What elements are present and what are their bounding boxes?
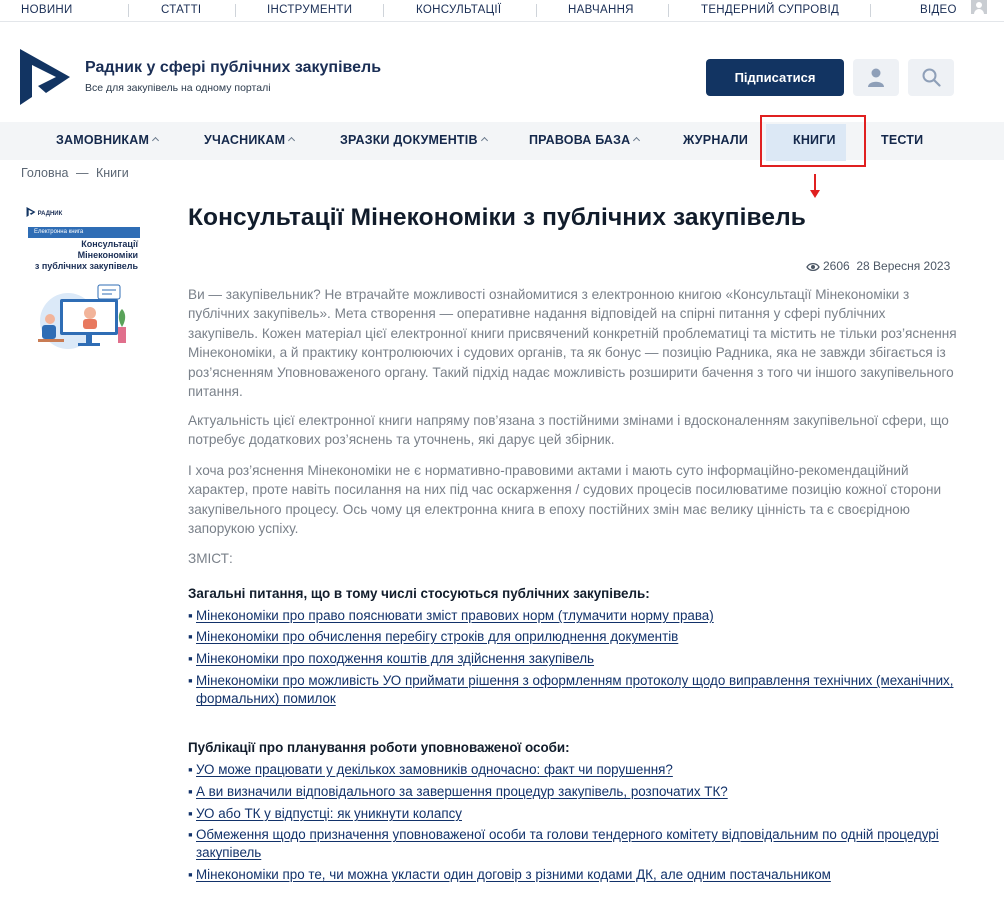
page-title: Консультації Мінекономіки з публічних закупівель xyxy=(188,204,806,231)
cover-brand xyxy=(26,207,62,217)
view-count: 2606 xyxy=(823,259,850,273)
topnav-tools[interactable]: ІНСТРУМЕНТИ xyxy=(267,4,353,16)
toc-link[interactable]: УО або ТК у відпустці: як уникнути колапсу xyxy=(196,806,462,821)
nav-label: ПРАВОВА БАЗА xyxy=(529,133,631,147)
nav-label: ЗАМОВНИКАМ xyxy=(56,133,150,147)
book-cover-image[interactable] xyxy=(24,205,140,351)
breadcrumb-current[interactable]: Книги xyxy=(95,166,129,180)
cover-band: Електронна книга xyxy=(28,227,140,238)
bullet: ▪ xyxy=(188,867,193,882)
list-item xyxy=(188,866,958,884)
user-icon xyxy=(866,67,886,87)
divider xyxy=(383,4,384,17)
list-item xyxy=(188,761,958,779)
topnav-consultations[interactable]: КОНСУЛЬТАЦІЇ xyxy=(416,4,502,16)
nav-document-templates[interactable] xyxy=(340,122,487,160)
section-heading: Публікації про планування роботи уповноваженої особи: xyxy=(188,740,570,755)
nav-tests[interactable] xyxy=(881,122,923,160)
nav-label: ЖУРНАЛИ xyxy=(683,133,749,147)
section-heading: Загальні питання, що в тому числі стосуються публічних закупівель: xyxy=(188,586,650,601)
chevron-up-icon xyxy=(152,137,159,144)
toc-link[interactable]: А ви визначили відповідального за завершення процедур закупівель, розпочатих ТК? xyxy=(196,784,728,799)
list-item xyxy=(188,607,958,625)
chevron-up-icon xyxy=(633,137,640,144)
nav-label: КНИГИ xyxy=(793,133,836,147)
divider xyxy=(870,4,871,17)
divider xyxy=(128,4,129,17)
breadcrumb xyxy=(21,166,133,180)
annotation-highlight-box xyxy=(760,115,866,167)
cover-title xyxy=(28,239,138,272)
chevron-up-icon xyxy=(288,137,295,144)
toc-link[interactable]: Мінекономіки про право пояснювати зміст правових норм (тлумачити норму права) xyxy=(196,608,714,623)
site-logo-icon[interactable] xyxy=(20,49,70,105)
divider xyxy=(536,4,537,17)
bullet: ▪ xyxy=(188,784,193,799)
search-icon xyxy=(921,67,941,87)
bullet: ▪ xyxy=(188,629,193,644)
breadcrumb-home[interactable]: Головна xyxy=(21,166,69,180)
list-item xyxy=(188,826,958,863)
cover-title-line: Мінекономіки xyxy=(77,250,138,260)
cover-brand-text: РАДНИК xyxy=(37,211,63,217)
nav-participants[interactable] xyxy=(204,122,294,160)
profile-button[interactable] xyxy=(853,59,899,96)
list-item xyxy=(188,783,958,801)
topnav-news[interactable]: НОВИНИ xyxy=(21,4,73,16)
topnav-articles[interactable]: СТАТТІ xyxy=(161,4,202,16)
toc-link[interactable]: УО може працювати у декількох замовників одночасно: факт чи порушення? xyxy=(196,762,673,777)
list-item xyxy=(188,628,958,646)
cover-title-line: Консультації xyxy=(81,239,138,249)
annotation-arrow-head xyxy=(810,190,820,198)
cover-logo-icon xyxy=(26,207,36,217)
article-meta xyxy=(806,259,950,273)
toc-link[interactable]: Мінекономіки про те, чи можна укласти один договір з різними кодами ДК, але одним постачальником xyxy=(196,867,831,882)
toc-link[interactable]: Обмеження щодо призначення уповноваженої особи та голови тендерного комітету відповідальним по одній процедурі закупівель xyxy=(196,827,939,861)
topnav-education[interactable]: НАВЧАННЯ xyxy=(568,4,634,16)
list-item xyxy=(188,805,958,823)
search-button[interactable] xyxy=(908,59,954,96)
bullet: ▪ xyxy=(188,651,193,666)
divider xyxy=(668,4,669,17)
topnav-video[interactable]: ВІДЕО xyxy=(920,4,957,16)
toc-link[interactable]: Мінекономіки про обчислення перебігу строків для оприлюднення документів xyxy=(196,629,679,644)
bullet: ▪ xyxy=(188,762,193,777)
subscribe-button[interactable]: Підписатися xyxy=(706,59,844,96)
bullet: ▪ xyxy=(188,673,193,688)
bullet: ▪ xyxy=(188,827,193,842)
list-item xyxy=(188,672,958,709)
divider xyxy=(235,4,236,17)
disclaimer-paragraph: І хоча роз’яснення Мінекономіки не є нормативно-правовими актами і мають суто інформаційно-рекомендаційний характер, проте навіть посилання на них під час оскарження / судових процесів посилюватиме позицію кожної сторони закупівельного процесу. Ось чому ця електронна книга в епоху постійних змін має велику цінність та є своєрідною запорукою успіху. xyxy=(188,463,942,537)
nav-legal-base[interactable] xyxy=(529,122,639,160)
contents-label: ЗМІСТ: xyxy=(188,551,233,566)
publish-date: 28 Вересня 2023 xyxy=(856,259,951,273)
toc-link[interactable]: Мінекономіки про походження коштів для здійснення закупівель xyxy=(196,651,595,666)
cover-title-line: з публічних закупівель xyxy=(34,261,138,271)
bullet: ▪ xyxy=(188,608,193,623)
nav-journals[interactable] xyxy=(683,122,748,160)
intro-paragraph: Ви — закупівельник? Не втрачайте можливості ознайомитися з електронною книгою «Консультації Мінекономіки з публічних закупівель». Мета створення — оперативне надання відповідей на спірні питання у сфері публічних закупівель. Кожен матеріал цієї електронної книги присвячений конкретній проблематиці та містить не тільки роз’яснення Мінекономіки, а й практику контролюючих і судових органів, та як бонус — позицію Радника, яка не завжди збігається із роз’ясненням Уповноваженого органу. Такий підхід надає можливість розширити бачення з того чи іншого закупівельного питання. xyxy=(188,287,957,400)
toc-link[interactable]: Мінекономіки про можливість УО приймати рішення з оформленням протоколу щодо виправлення технічних (механічних, формальних) помилок xyxy=(196,673,954,707)
site-subtitle: Все для закупівель на одному порталі xyxy=(85,82,271,94)
eye-icon xyxy=(806,262,820,272)
site-title[interactable]: Радник у сфері публічних закупівель xyxy=(85,59,382,76)
list-item xyxy=(188,650,958,668)
nav-label: ТЕСТИ xyxy=(881,133,924,147)
relevance-paragraph: Актуальність цієї електронної книги напряму пов’язана з постійними змінами і вдосконаленням закупівельної сфери, що потребує додаткових роз’яснень та уточнень, які дарує цей збірник. xyxy=(188,413,949,448)
nav-label: ЗРАЗКИ ДОКУМЕНТІВ xyxy=(340,133,478,147)
cover-illustration-icon xyxy=(28,281,138,351)
topnav-tender-support[interactable]: ТЕНДЕРНИЙ СУПРОВІД xyxy=(701,4,840,16)
chevron-up-icon xyxy=(481,137,488,144)
bullet: ▪ xyxy=(188,806,193,821)
nav-customers[interactable] xyxy=(56,122,158,160)
nav-label: УЧАСНИКАМ xyxy=(204,133,286,147)
breadcrumb-separator: — xyxy=(75,166,89,180)
top-menu xyxy=(0,0,1004,22)
account-icon[interactable] xyxy=(971,0,987,14)
